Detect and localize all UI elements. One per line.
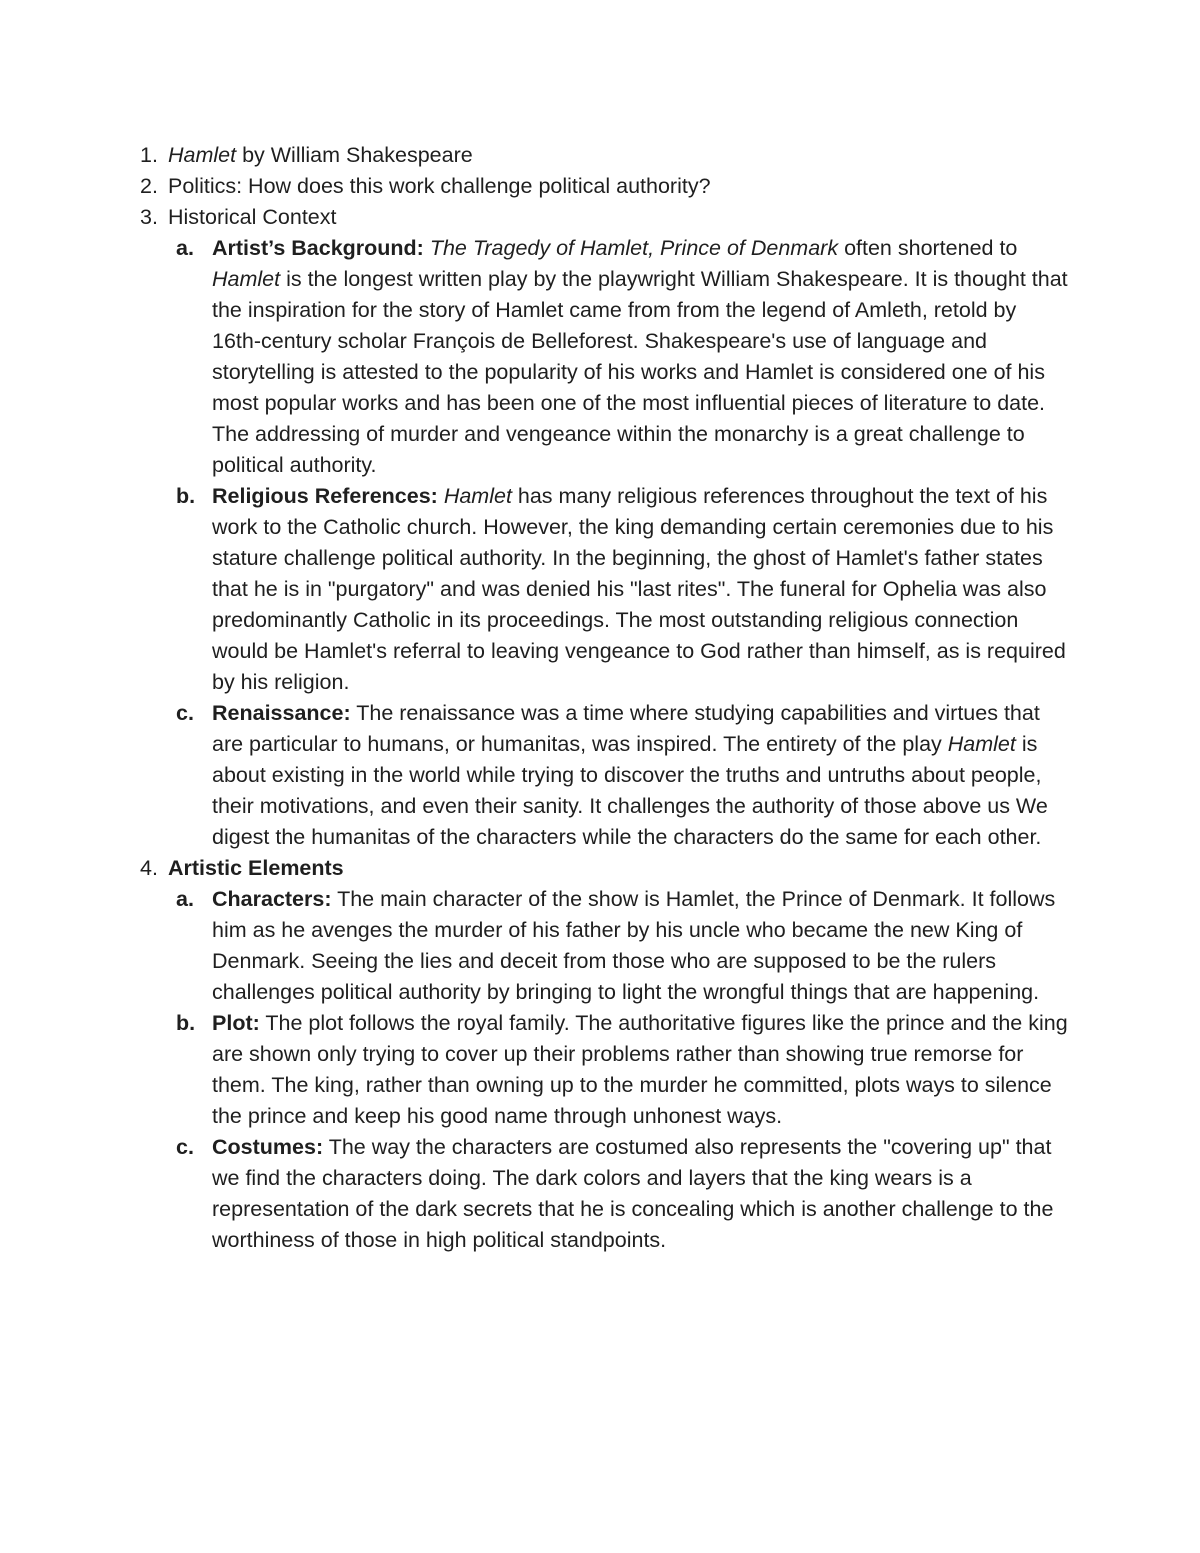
paragraph-text: is the longest written play by the playwright William Shakespeare. It is thought that the inspiration for the story of Hamlet came from from the legend of Amleth, retold by 16th-century scholar François de Belleforest. Shakespeare's use of language and storytelling is attested to the popularity of his works and Hamlet is considered one of his most popular works and has been one of the most influential pieces of literature to date. The addressing of murder and vengeance within the monarchy is a great challenge to political authority. [212, 267, 1068, 477]
sub-label: Plot: [212, 1011, 260, 1035]
section-heading-artistic-elements: Artistic Elements [168, 856, 344, 880]
paragraph-text: The main character of the show is Hamlet, the Prince of Denmark. It follows him as he avenges the murder of his father by his uncle who became the new King of Denmark. Seeing the lies and deceit from those who are supposed to be the rulers challenges political authority by bringing to light the wrongful things that are happening. [212, 887, 1056, 1004]
subitem-religious-references [0, 481, 1200, 698]
sub-letter: a. [176, 887, 194, 911]
work-title: Hamlet [168, 143, 237, 167]
italic-title: Hamlet [212, 267, 281, 291]
sub-label: Artist’s Background: [212, 236, 424, 260]
list-item-1 [0, 140, 1200, 171]
paragraph-text: often shortened to [838, 236, 1018, 260]
list-number: 3. [140, 205, 158, 229]
subitem-artists-background [0, 233, 1200, 481]
italic-title: Hamlet [443, 484, 512, 508]
sub-label: Renaissance: [212, 701, 351, 725]
paragraph-text: The renaissance was a time where studying capabilities and virtues that are particular to humans, or humanitas, was inspired. The entirety of the play [212, 701, 1040, 756]
subitem-plot [0, 1008, 1200, 1132]
outline-list [0, 140, 1200, 1256]
subitem-characters [0, 884, 1200, 1008]
sub-letter: a. [176, 236, 194, 260]
work-author: by William Shakespeare [236, 143, 473, 167]
italic-title: The Tragedy of Hamlet, Prince of Denmark [429, 236, 839, 260]
politics-question: Politics: How does this work challenge political authority? [168, 174, 711, 198]
list-number: 1. [140, 143, 158, 167]
sub-letter: b. [176, 1011, 196, 1035]
section-heading-historical-context: Historical Context [168, 205, 337, 229]
paragraph-text: is about existing in the world while trying to discover the truths and untruths about people, their motivations, and even their sanity. It challenges the authority of those above us We digest the humanitas of the characters while the characters do the same for each other. [212, 732, 1048, 849]
paragraph-text: The way the characters are costumed also represents the "covering up" that we find the characters doing. The dark colors and layers that the king wears is a representation of the dark secrets that he is concealing which is another challenge to the worthiness of those in high political standpoints. [212, 1135, 1054, 1252]
subitem-costumes [0, 1132, 1200, 1256]
list-item-3 [0, 202, 1200, 233]
sub-letter: c. [176, 1135, 194, 1159]
list-item-2 [0, 171, 1200, 202]
subitem-renaissance [0, 698, 1200, 853]
paragraph-text: The plot follows the royal family. The authoritative figures like the prince and the king are shown only trying to cover up their problems rather than showing true remorse for them. The king, rather than owning up to the murder he committed, plots ways to silence the prince and keep his good name through unhonest ways. [212, 1011, 1068, 1128]
sub-letter: c. [176, 701, 194, 725]
italic-title: Hamlet [947, 732, 1016, 756]
paragraph-text: has many religious references throughout the text of his work to the Catholic church. However, the king demanding certain ceremonies due to his stature challenge political authority. In the beginning, the ghost of Hamlet's father states that he is in "purgatory" and was denied his "last rites". The funeral for Ophelia was also predominantly Catholic in its proceedings. The most outstanding religious connection would be Hamlet's referral to leaving vengeance to God rather than himself, as is required by his religion. [212, 484, 1066, 694]
sub-label: Costumes: [212, 1135, 324, 1159]
list-number: 4. [140, 856, 158, 880]
sub-label: Characters: [212, 887, 332, 911]
sub-letter: b. [176, 484, 196, 508]
sub-label: Religious References: [212, 484, 438, 508]
list-number: 2. [140, 174, 158, 198]
list-item-4 [0, 853, 1200, 884]
